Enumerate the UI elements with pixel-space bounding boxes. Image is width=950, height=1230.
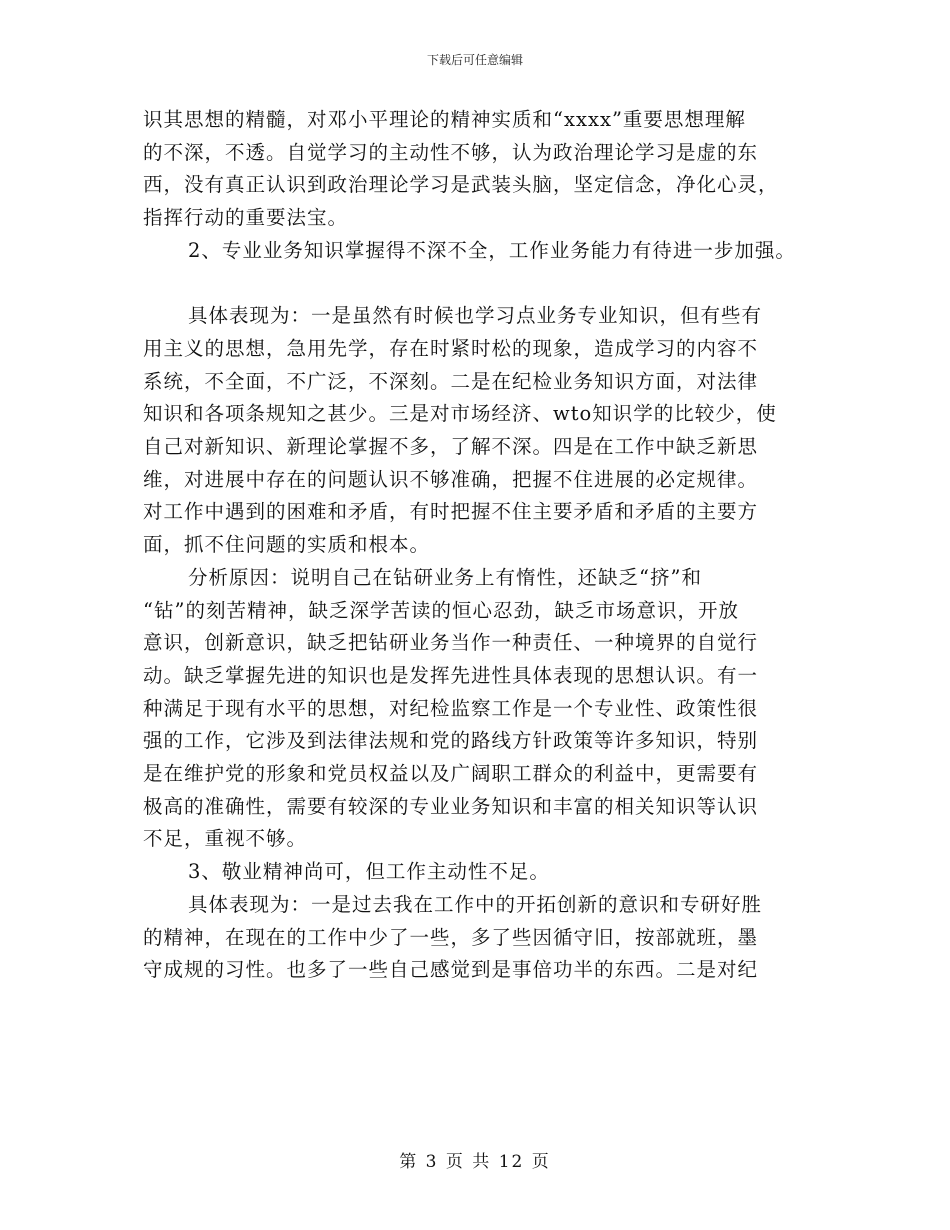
text-line: 指挥行动的重要法宝。 [143, 206, 349, 230]
page-footer: 第 3 页 共 12 页 [399, 1152, 551, 1172]
text-line: 强的工作，它涉及到法律法规和党的路线方针政策等许多知识，特别 [143, 729, 759, 753]
text-line: 自己对新知识、新理论掌握不多，了解不深。四是在工作中缺乏新思 [143, 435, 759, 459]
text-line: 具体表现为：一是虽然有时候也学习点业务专业知识，但有些有 [188, 304, 763, 328]
text-line: 不足，重视不够。 [143, 827, 308, 851]
text-line: 系统，不全面，不广泛，不深刻。二是在纪检业务知识方面，对法律 [143, 369, 759, 393]
page-header: 下载后可任意编辑 [426, 53, 523, 67]
text-line: 维，对进展中存在的问题认识不够准确，把握不住进展的必定规律。 [143, 467, 759, 491]
text-line: 种满足于现有水平的思想，对纪检监察工作是一个专业性、政策性很 [143, 696, 759, 720]
paragraph-gap [143, 268, 833, 301]
text-line: “钻”的刻苦精神，缺乏深学苦读的恒心忍劲，缺乏市场意识，开放 [143, 598, 739, 622]
document-body [143, 104, 833, 987]
section-heading: 2、专业业务知识掌握得不深不全，工作业务能力有待进一步加强。 [188, 238, 796, 262]
text-line: 意识，创新意识，缺乏把钻研业务当作一种责任、一种境界的自觉行 [143, 631, 759, 655]
text-line: 是在维护党的形象和党员权益以及广阔职工群众的利益中，更需要有 [143, 762, 759, 786]
text-line: 极高的准确性，需要有较深的专业业务知识和丰富的相关知识等认识 [143, 794, 759, 818]
text-line: 对工作中遇到的困难和矛盾，有时把握不住主要矛盾和矛盾的主要方 [143, 500, 759, 524]
text-line: 知识和各项条规知之甚少。三是对市场经济、wto知识学的比较少，使 [143, 402, 777, 426]
text-line: 动。缺乏掌握先进的知识也是发挥先进性具体表现的思想认识。有一 [143, 663, 759, 687]
text-line: 面，抓不住问题的实质和根本。 [143, 533, 431, 557]
text-line: 守成规的习性。也多了一些自己感觉到是事倍功半的东西。二是对纪 [143, 958, 759, 982]
text-line: 识其思想的精髓，对邓小平理论的精神实质和“xxxx”重要思想理解 [143, 108, 746, 131]
text-line: 的精神，在现在的工作中少了一些，多了些因循守旧，按部就班，墨 [143, 925, 759, 949]
text-line: 用主义的思想，急用先学，存在时紧时松的现象，造成学习的内容不 [143, 336, 759, 360]
text-line: 分析原因：说明自己在钻研业务上有惰性，还缺乏“挤”和 [188, 565, 702, 589]
text-line: 具体表现为：一是过去我在工作中的开拓创新的意识和专研好胜 [188, 892, 763, 916]
section-heading: 3、敬业精神尚可，但工作主动性不足。 [188, 860, 550, 884]
text-line: 的不深，不透。自觉学习的主动性不够，认为政治理论学习是虚的东 [143, 140, 759, 164]
text-line: 西，没有真正认识到政治理论学习是武装头脑，坚定信念，净化心灵， [143, 173, 779, 197]
